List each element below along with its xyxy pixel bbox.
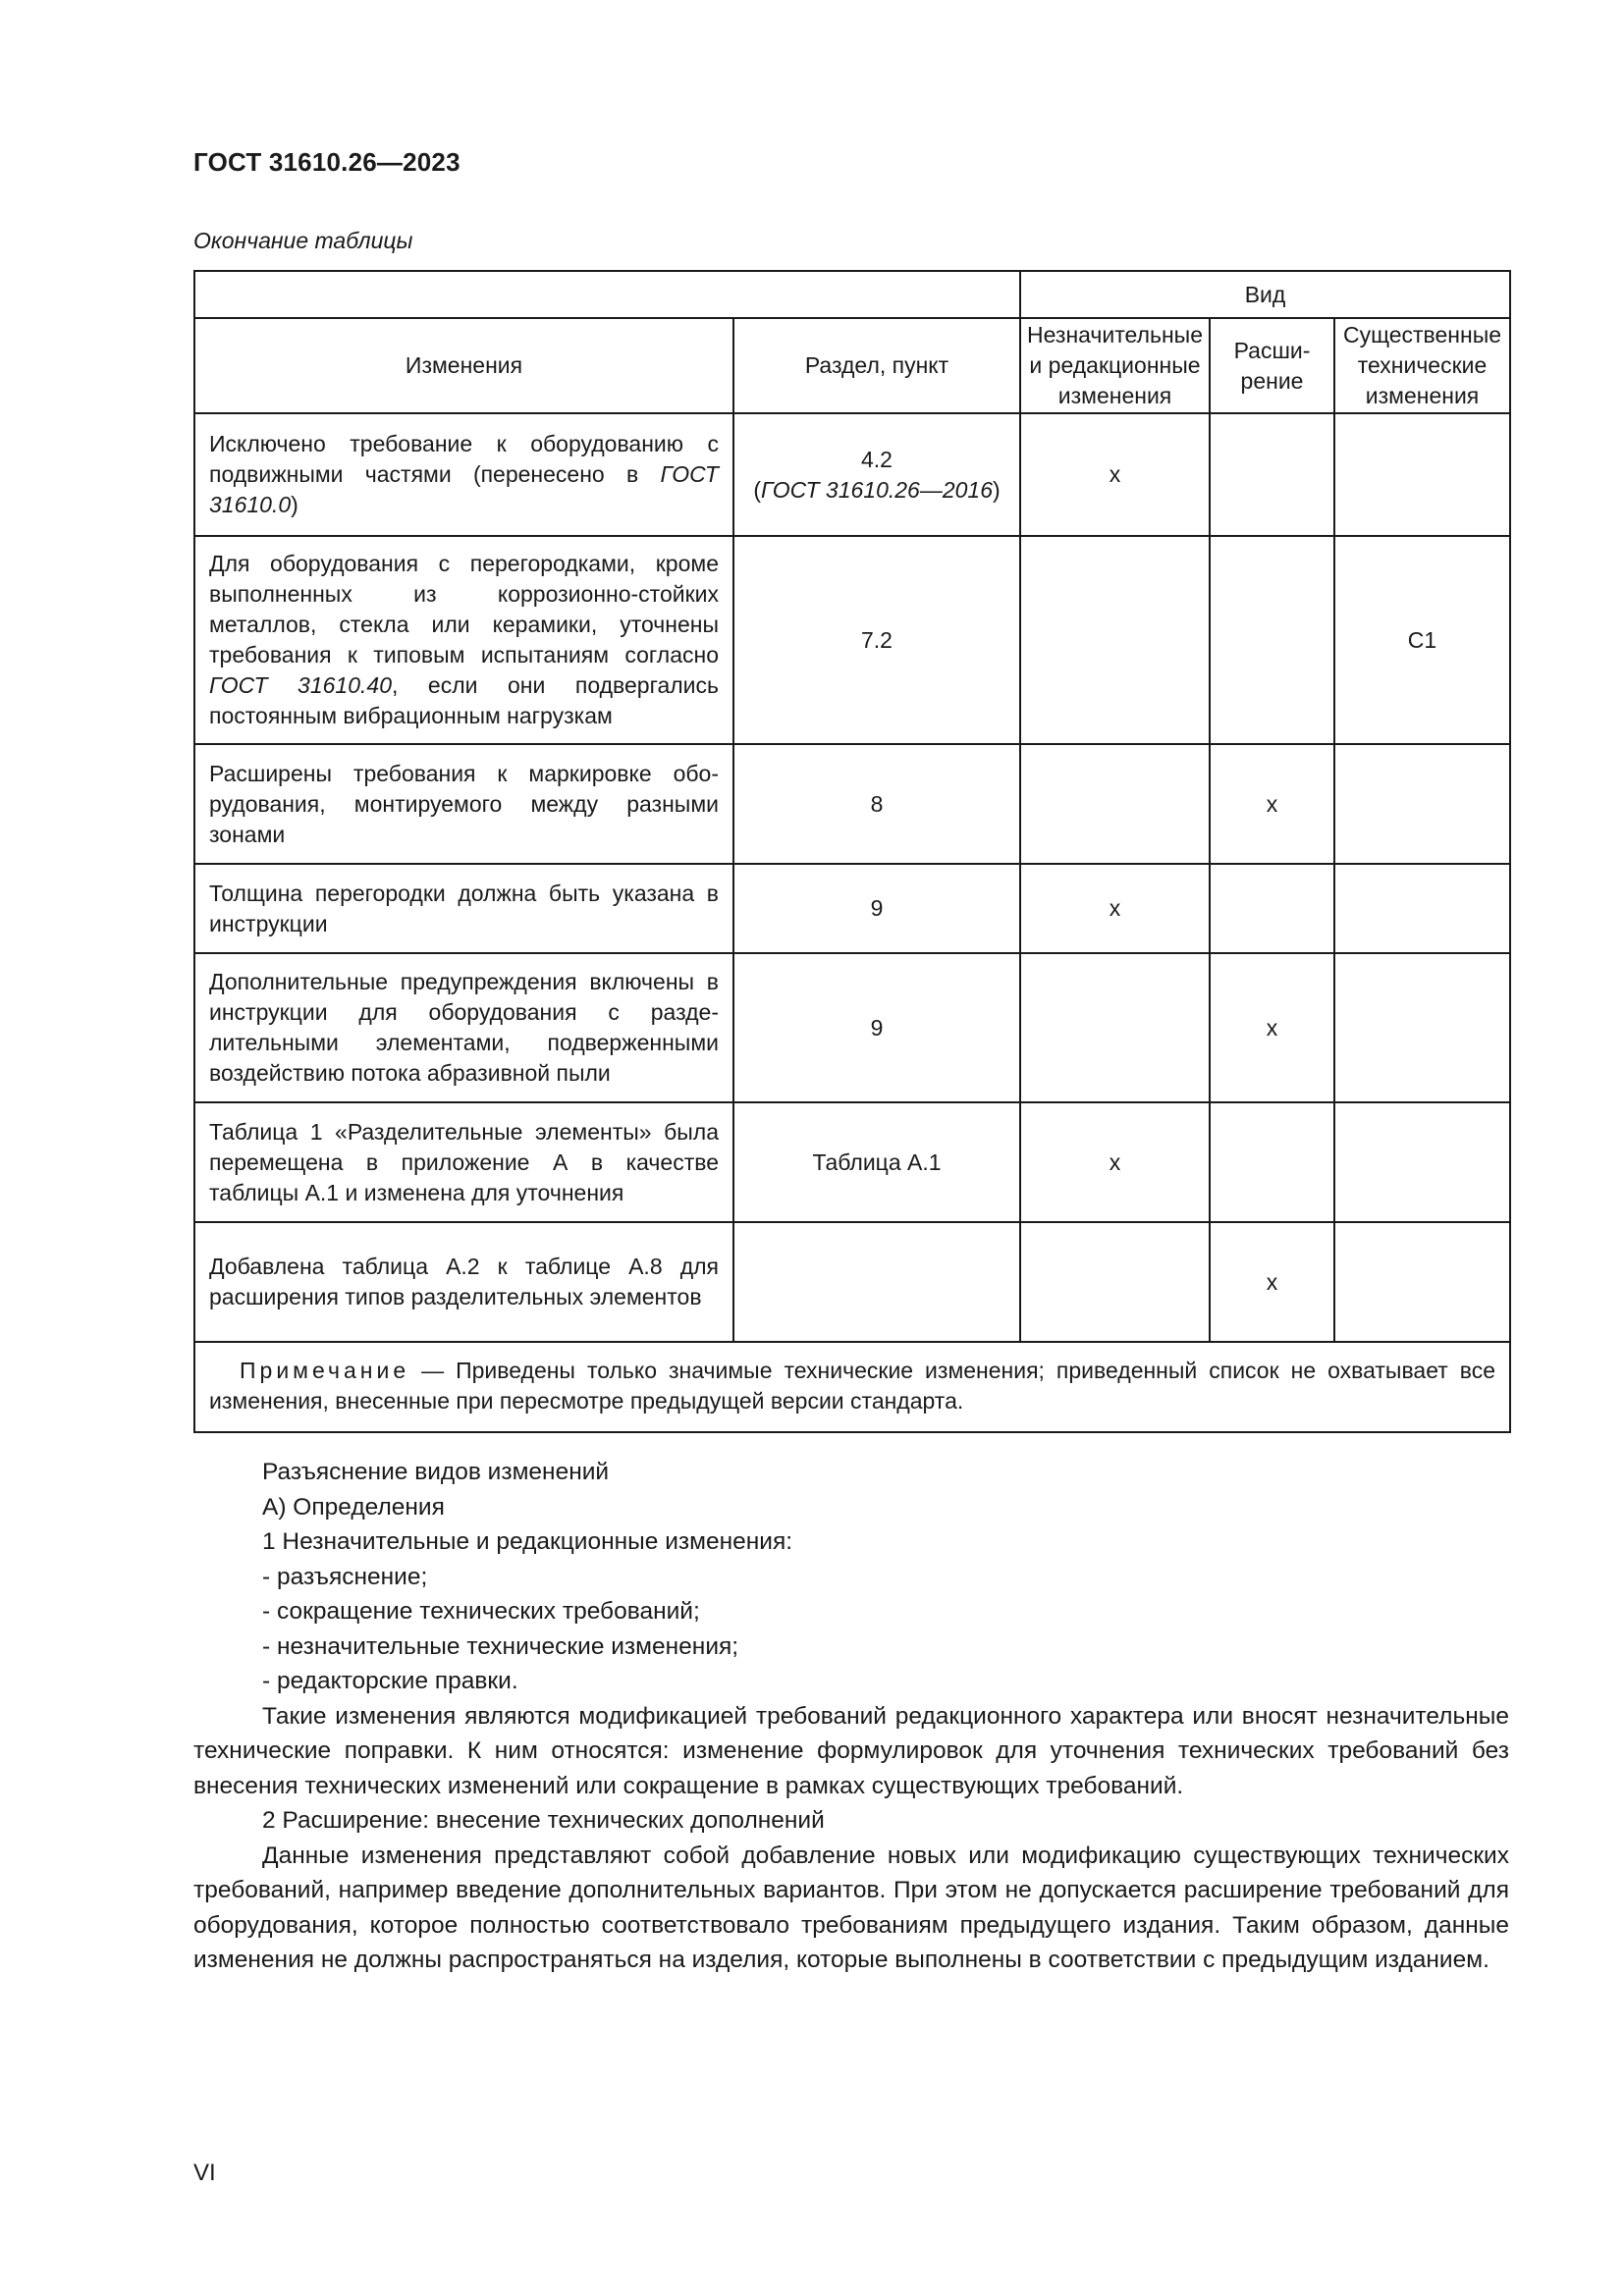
row-change-text: Расширены требования к маркировке оборудования, монтируемого между разными зонами xyxy=(194,744,733,864)
header-minor-line: Незначительные xyxy=(1027,322,1203,347)
row-change-text: Дополнительные предупреждения включены в инструкции для оборудования с разделительными элементами, подверженными воздействию потока абразивной пыли xyxy=(194,953,733,1102)
row-major-mark xyxy=(1334,1222,1510,1342)
row-section-ref: ГОСТ 31610.26—2016 xyxy=(760,476,994,503)
header-blank-cell xyxy=(194,271,1020,318)
row-section: 7.2 xyxy=(733,536,1020,744)
table-row xyxy=(194,536,1510,744)
row-minor-mark: x xyxy=(1020,864,1210,953)
row-change-ref: ГОСТ 31610.40 xyxy=(209,672,392,698)
table-note-row xyxy=(194,1342,1510,1432)
row-change-text: Таблица 1 «Разделительные элементы» была перемещена в приложение А в качестве таблицы А.1 и изменена для уточнения xyxy=(194,1102,733,1222)
row-section: Таблица А.1 xyxy=(733,1102,1020,1222)
header-extension-line: рение xyxy=(1240,367,1304,394)
item-2-heading: 2 Расширение: внесение технических дополнений xyxy=(262,1807,825,1834)
row-minor-mark: x xyxy=(1020,413,1210,536)
row-major-mark: C1 xyxy=(1334,536,1510,744)
header-section: Раздел, пункт xyxy=(733,318,1020,413)
document-id: ГОСТ 31610.26—2023 xyxy=(193,147,460,177)
row-change-text xyxy=(194,536,733,744)
row-extension-mark xyxy=(1210,536,1334,744)
row-minor-mark xyxy=(1020,1222,1210,1342)
row-extension-mark: x xyxy=(1210,744,1334,864)
bullet-item: - сокращение технических требований; xyxy=(262,1598,700,1625)
row-minor-mark xyxy=(1020,536,1210,744)
row-major-mark xyxy=(1334,864,1510,953)
row-change-part: , если они подвергались постоянным вибрационным нагрузкам xyxy=(209,672,720,728)
row-extension-mark xyxy=(1210,1102,1334,1222)
row-extension-mark xyxy=(1210,864,1334,953)
page-number: VI xyxy=(193,2160,216,2186)
table-note xyxy=(194,1342,1510,1432)
subsection-a: А) Определения xyxy=(262,1493,445,1521)
header-major-line: Существенные xyxy=(1342,322,1502,347)
row-section: 8 xyxy=(733,744,1020,864)
row-section-paren: ( xyxy=(753,476,761,503)
table-row xyxy=(194,1102,1510,1222)
note-text: — Приведены только значимые технические изменения; приведенный список не охватывает все изменения, внесенные при пересмотре предыдущей версии стандарта. xyxy=(209,1358,1496,1414)
row-change-ref: ГОСТ 31610.0 xyxy=(209,461,719,517)
row-extension-mark: x xyxy=(1210,953,1334,1102)
header-changes: Изменения xyxy=(194,318,733,413)
bullet-item: - разъяснение; xyxy=(262,1563,428,1590)
table-row xyxy=(194,413,1510,536)
row-major-mark xyxy=(1334,1102,1510,1222)
header-extension-line: Расши- xyxy=(1233,337,1311,363)
bullet-item: - незначительные технические изменения; xyxy=(262,1632,739,1660)
table-caption: Окончание таблицы xyxy=(193,228,413,253)
row-change-part: ) xyxy=(291,492,298,517)
table-row xyxy=(194,864,1510,953)
explanation-section xyxy=(193,1455,1509,1978)
row-change-part: Для оборудования с перегородками, кроме выполненных из коррозионно-стойких металлов, стекла или керамики, уточнены требования к типовым испытаниям согласно xyxy=(209,551,719,667)
row-change-part: Исключено требование к оборудованию с подвижными частями (перенесено в xyxy=(209,431,719,487)
header-major xyxy=(1334,318,1510,413)
table-row xyxy=(194,744,1510,864)
row-section: 9 xyxy=(733,953,1020,1102)
header-minor-line: изменения xyxy=(1057,383,1172,408)
paragraph-2: Данные изменения представляют собой добавление новых или модификацию существующих технических требований, например введение дополнительных вариантов. При этом не допускается расширение требований для оборудования, которое полностью соответствовало требованиям предыдущего издания. Таким образом, данные изменения не должны распространяться на изделия, которые выполнены в соответствии с предыдущим изданием. xyxy=(193,1842,1509,1973)
row-section-line: 4.2 xyxy=(861,446,893,472)
note-label: Примечание xyxy=(240,1358,410,1383)
row-minor-mark: x xyxy=(1020,1102,1210,1222)
header-extension xyxy=(1210,318,1334,413)
header-major-line: изменения xyxy=(1365,383,1480,408)
row-major-mark xyxy=(1334,953,1510,1102)
section-heading: Разъяснение видов изменений xyxy=(262,1459,610,1485)
row-section xyxy=(733,1222,1020,1342)
row-section: 9 xyxy=(733,864,1020,953)
header-minor-line: и редакционные xyxy=(1029,352,1201,378)
row-change-text xyxy=(194,413,733,536)
row-major-mark xyxy=(1334,744,1510,864)
table-row xyxy=(194,1222,1510,1342)
row-change-text: Толщина перегородки должна быть указана в инструкции xyxy=(194,864,733,953)
row-change-text: Добавлена таблица А.2 к таблице А.8 для расширения типов разделительных элементов xyxy=(194,1222,733,1342)
item-1-heading: 1 Незначительные и редакционные изменения: xyxy=(262,1528,793,1555)
row-major-mark xyxy=(1334,413,1510,536)
row-extension-mark: x xyxy=(1210,1222,1334,1342)
paragraph-1: Такие изменения являются модификацией требований редакционного характера или вносят незначительные технические поправки. К ним относятся: изменение формулировок для уточнения технических требований без внесения технических изменений или сокращение в рамках существующих требований. xyxy=(193,1702,1509,1799)
bullet-item: - редакторские правки. xyxy=(262,1668,518,1694)
row-section xyxy=(733,413,1020,536)
header-minor xyxy=(1020,318,1210,413)
header-view-group: Вид xyxy=(1020,271,1510,318)
table-row xyxy=(194,953,1510,1102)
row-minor-mark xyxy=(1020,744,1210,864)
changes-table xyxy=(193,270,1511,1433)
row-extension-mark xyxy=(1210,413,1334,536)
row-minor-mark xyxy=(1020,953,1210,1102)
header-major-line: технические xyxy=(1357,352,1488,378)
row-section-paren: ) xyxy=(993,476,1001,503)
